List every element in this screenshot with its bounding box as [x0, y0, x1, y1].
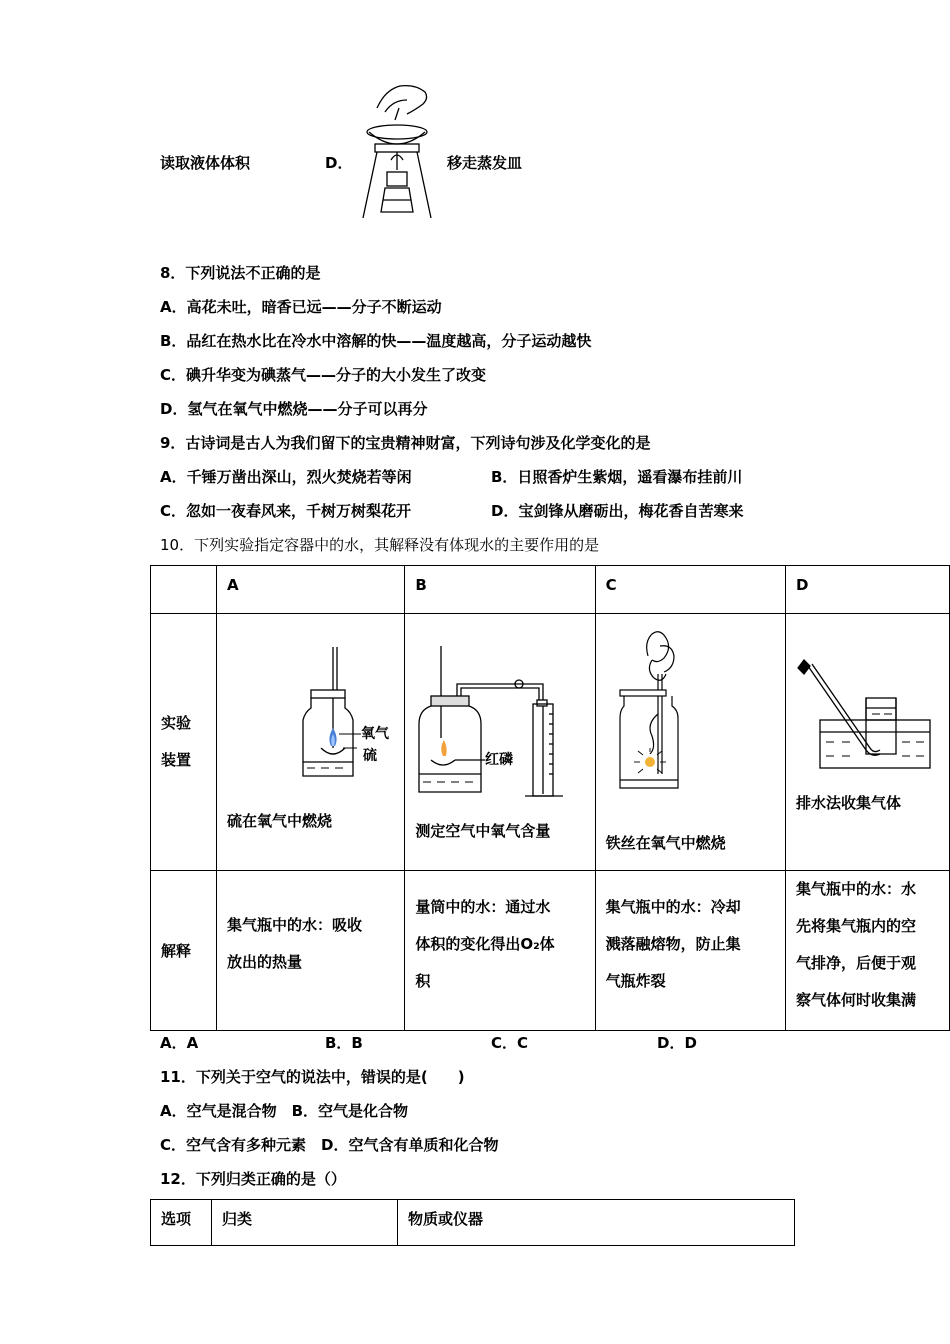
explain-cell-d — [785, 871, 949, 1031]
explain-c-line-3: 气瓶炸裂 — [605, 972, 666, 990]
q11-options-row-2: C．空气含有多种元素 D．空气含有单质和化合物 — [160, 1136, 499, 1154]
q8-stem: 8．下列说法不正确的是 — [160, 264, 321, 282]
q10-answer-a: A．A — [160, 1034, 199, 1052]
q10-answer-d: D．D — [657, 1034, 697, 1052]
prev-option-text: 读取液体体积 — [160, 154, 251, 172]
q9-option-a: A．千锤万凿出深山，烈火焚烧若等闲 — [160, 468, 412, 486]
label-sulfur: 硫 — [362, 748, 377, 764]
q11-stem: 11．下列关于空气的说法中，错误的是( ) — [160, 1068, 465, 1086]
evaporating-dish-figure — [355, 80, 440, 222]
explain-c-line-1: 集气瓶中的水：冷却 — [605, 898, 741, 916]
explain-cell-c — [595, 871, 785, 1031]
q10-answer-c: C．C — [491, 1034, 529, 1052]
caption-c: 铁丝在氧气中燃烧 — [605, 834, 726, 852]
row-label-device-2: 装置 — [161, 751, 192, 769]
explain-cell-a — [216, 871, 404, 1031]
q12-header-category: 归类 — [212, 1200, 398, 1246]
header-d: D — [785, 566, 949, 614]
explain-a-line-2: 放出的热量 — [226, 953, 302, 971]
label-red-phosphorus: 红磷 — [485, 752, 514, 768]
explain-d-line-1: 集气瓶中的水：水 — [795, 880, 916, 898]
header-c: C — [595, 566, 785, 614]
water-displacement-figure — [794, 658, 934, 778]
sulfur-burning-figure — [233, 642, 389, 782]
explain-d-line-4: 察气体何时收集满 — [795, 991, 916, 1009]
device-cell-a — [216, 614, 404, 871]
q9-option-b: B．日照香炉生紫烟，遥看瀑布挂前川 — [491, 468, 743, 486]
oxygen-content-figure — [413, 644, 585, 804]
explain-b-line-2: 体积的变化得出O₂体 — [415, 935, 555, 953]
q8-option-a: A．高花未吐，暗香已远——分子不断运动 — [160, 298, 442, 316]
caption-b: 测定空气中氧气含量 — [415, 822, 551, 840]
q12-classification-table — [150, 1199, 795, 1246]
explain-d-line-2: 先将集气瓶内的空 — [795, 917, 916, 935]
label-oxygen: 氧气 — [360, 726, 389, 742]
q12-header-items: 物质或仪器 — [398, 1200, 795, 1246]
q8-option-b: B．品红在热水比在冷水中溶解的快——温度越高，分子运动越快 — [160, 332, 592, 350]
q9-option-c: C．忽如一夜春风来，千树万树梨花开 — [160, 502, 412, 520]
caption-d: 排水法收集气体 — [795, 794, 901, 812]
q11-options-row-1: A．空气是混合物 B．空气是化合物 — [160, 1102, 409, 1120]
q10-answer-b: B．B — [325, 1034, 363, 1052]
row-label-explain: 解释 — [151, 871, 217, 1031]
option-d-letter: D． — [325, 154, 353, 172]
q9-stem: 9．古诗词是古人为我们留下的宝贵精神财富，下列诗句涉及化学变化的是 — [160, 434, 651, 452]
explain-b-line-3: 积 — [415, 972, 431, 990]
explain-d-line-3: 气排净，后便于观 — [795, 954, 916, 972]
table-corner-cell — [151, 566, 217, 614]
q8-option-c: C．碘升华变为碘蒸气——分子的大小发生了改变 — [160, 366, 487, 384]
explain-c-line-2: 溅落融熔物，防止集 — [605, 935, 741, 953]
explain-a-line-1: 集气瓶中的水：吸收 — [226, 916, 362, 934]
option-d-text: 移走蒸发皿 — [447, 154, 523, 172]
q10-stem: 10．下列实验指定容器中的水，其解释没有体现水的主要作用的是 — [160, 536, 600, 554]
q12-header-option: 选项 — [151, 1200, 212, 1246]
row-label-device-1: 实验 — [161, 714, 192, 732]
row-label-device — [151, 614, 217, 871]
q8-option-d: D．氢气在氧气中燃烧——分子可以再分 — [160, 400, 428, 418]
q10-experiment-table — [150, 565, 950, 1031]
caption-a: 硫在氧气中燃烧 — [226, 812, 332, 830]
device-cell-d — [785, 614, 949, 871]
device-cell-c — [595, 614, 785, 871]
header-a: A — [216, 566, 404, 614]
header-b: B — [405, 566, 595, 614]
q12-stem: 12．下列归类正确的是（） — [160, 1170, 346, 1188]
device-cell-b — [405, 614, 595, 871]
explain-b-line-1: 量筒中的水：通过水 — [415, 898, 551, 916]
iron-wire-burning-figure — [616, 624, 716, 794]
explain-cell-b — [405, 871, 595, 1031]
q9-option-d: D．宝剑锋从磨砺出，梅花香自苦寒来 — [491, 502, 744, 520]
